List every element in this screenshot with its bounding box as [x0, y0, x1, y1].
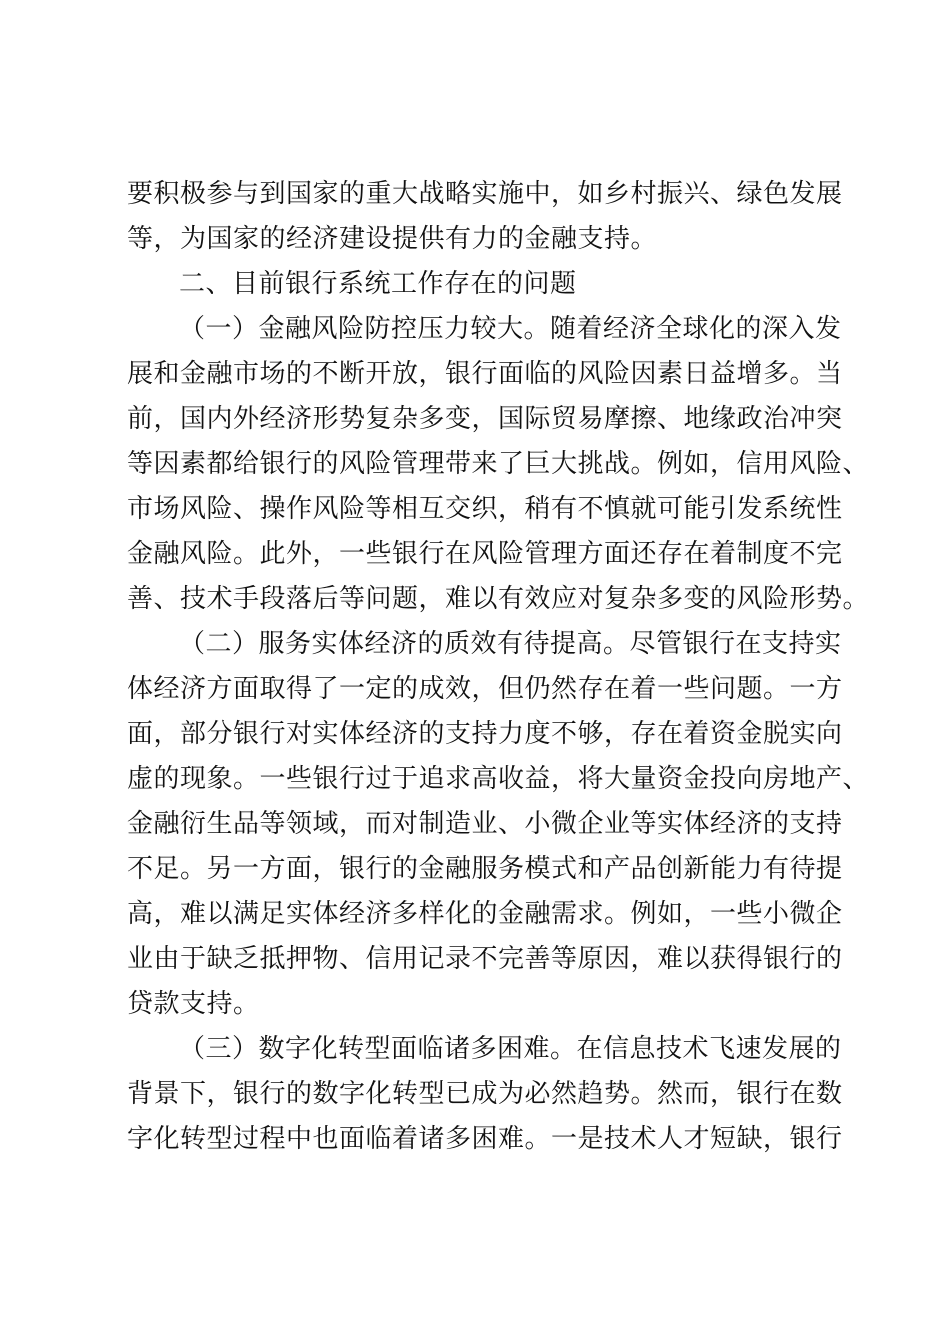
text-line: 不足。另一方面，银行的金融服务模式和产品创新能力有待提: [127, 854, 843, 884]
paragraph-heading: （一）金融风险防控压力较大。随着经济全球化的深入发: [179, 314, 842, 344]
text-line: 业由于缺乏抵押物、信用记录不完善等原因，难以获得银行的: [127, 944, 843, 974]
text-line: 体经济方面取得了一定的成效，但仍然存在着一些问题。一方: [127, 674, 843, 704]
text-line: 面，部分银行对实体经济的支持力度不够，存在着资金脱实向: [127, 719, 843, 749]
text-line: 等，为国家的经济建设提供有力的金融支持。: [127, 224, 658, 254]
text-line: 字化转型过程中也面临着诸多困难。一是技术人才短缺，银行: [127, 1124, 843, 1154]
text-line: 前，国内外经济形势复杂多变，国际贸易摩擦、地缘政治冲突: [127, 404, 843, 434]
text-line: 市场风险、操作风险等相互交织，稍有不慎就可能引发系统性: [127, 494, 843, 524]
paragraph-heading: （二）服务实体经济的质效有待提高。尽管银行在支持实: [179, 629, 842, 659]
text-line: 背景下，银行的数字化转型已成为必然趋势。然而，银行在数: [127, 1079, 843, 1109]
text-line: 要积极参与到国家的重大战略实施中，如乡村振兴、绿色发展: [127, 179, 843, 209]
text-line: 展和金融市场的不断开放，银行面临的风险因素日益增多。当: [127, 359, 843, 389]
text-line: 贷款支持。: [127, 989, 260, 1019]
text-line: 虚的现象。一些银行过于追求高收益，将大量资金投向房地产、: [127, 764, 870, 794]
text-line: 善、技术手段落后等问题，难以有效应对复杂多变的风险形势。: [127, 584, 870, 614]
text-line: 等因素都给银行的风险管理带来了巨大挑战。例如，信用风险、: [127, 449, 870, 479]
text-line: 高，难以满足实体经济多样化的金融需求。例如，一些小微企: [127, 899, 843, 929]
paragraph-heading: （三）数字化转型面临诸多困难。在信息技术飞速发展的: [179, 1034, 842, 1064]
text-line: 金融衍生品等领域，而对制造业、小微企业等实体经济的支持: [127, 809, 843, 839]
text-line: 金融风险。此外，一些银行在风险管理方面还存在着制度不完: [127, 539, 843, 569]
section-heading: 二、目前银行系统工作存在的问题: [179, 269, 577, 299]
